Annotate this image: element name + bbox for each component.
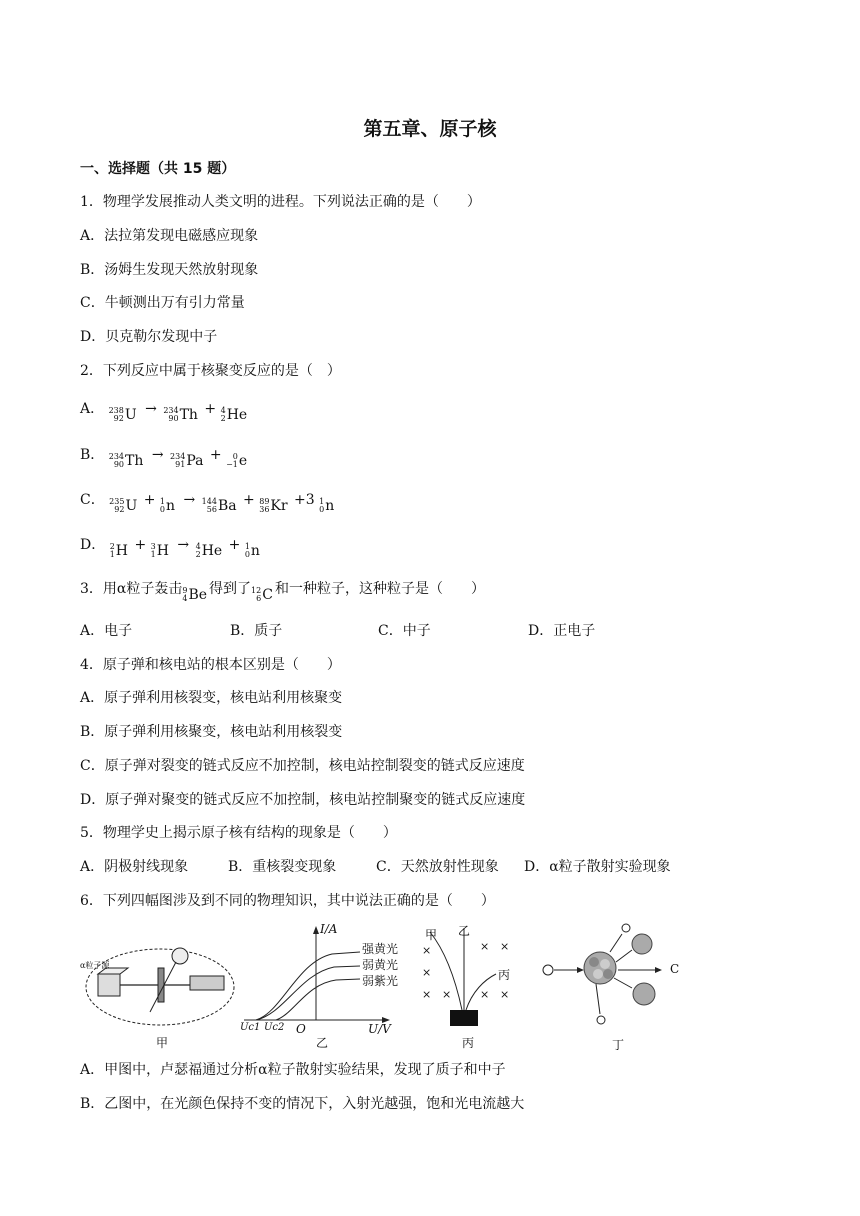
figure-ding-c-label: C xyxy=(670,962,680,976)
option-label: B． xyxy=(80,447,105,463)
nuclide: 234 91 Pa xyxy=(170,452,204,469)
question-4-option-b[interactable]: B．原子弹利用核聚变，核电站利用核裂变 xyxy=(80,724,343,740)
question-6-option-b[interactable]: B．乙图中，在光颜色保持不变的情况下，入射光越强，饱和光电流越大 xyxy=(80,1096,525,1112)
nuclide: 3 1 H xyxy=(150,542,169,559)
question-1-option-d[interactable]: D．贝克勒尔发现中子 xyxy=(80,329,218,345)
question-5-options xyxy=(80,856,780,876)
field-cross: × xyxy=(442,988,452,1001)
question-3-stem: 3．用α粒子轰击 9 4 Be 得到了 12 6 C 和一种粒子，这种粒子是（ ） xyxy=(80,581,485,603)
question-1-option-b[interactable]: B．汤姆生发现天然放射现象 xyxy=(80,262,259,278)
nuclide: 1 0 n xyxy=(244,542,260,559)
reaction-arrow: → xyxy=(177,537,190,553)
figure-yi-origin: O xyxy=(296,1022,306,1036)
figure-bing-caption: 丙 xyxy=(462,1036,475,1050)
question-1-option-a[interactable]: A．法拉第发现电磁感应现象 xyxy=(80,228,259,244)
option-label: D． xyxy=(80,537,106,553)
question-5-stem: 5．物理学史上揭示原子核有结构的现象是（ ） xyxy=(80,825,397,841)
question-6-option-a[interactable]: A．甲图中，卢瑟福通过分析α粒子散射实验结果，发现了质子和中子 xyxy=(80,1062,506,1078)
figure-yi-xlabel: U/V xyxy=(368,1022,391,1036)
nuclide: 4 2 He xyxy=(220,406,248,423)
figure-ding xyxy=(540,922,690,1042)
question-4-option-a[interactable]: A．原子弹利用核裂变，核电站利用核聚变 xyxy=(80,690,343,706)
nuclide: 9 4 Be xyxy=(182,586,208,603)
question-2-option-d[interactable]: D． 2 1 H + 3 1 H → 4 2 He + 1 0 n xyxy=(80,537,260,559)
field-cross: × xyxy=(500,988,510,1001)
nuclide: 144 56 Ba xyxy=(201,497,237,514)
question-1-stem: 1．物理学发展推动人类文明的进程。下列说法正确的是（ ） xyxy=(80,194,481,210)
figure-yi-uc2: Uc2 xyxy=(264,1022,285,1033)
question-5-option-c[interactable]: C．天然放射性现象 xyxy=(376,859,499,875)
nuclide: 0 −1 e xyxy=(226,452,248,469)
question-5-option-a[interactable]: A．阴极射线现象 xyxy=(80,859,189,875)
question-2-option-c[interactable]: C． 235 92 U + 1 0 n → 144 56 Ba + 89 36 Kr +3 1 0 n xyxy=(80,492,335,514)
question-3-option-d[interactable]: D．正电子 xyxy=(528,623,596,639)
figure-yi-ylabel: I/A xyxy=(320,922,338,936)
section-heading: 一、选择题（共 15 题） xyxy=(80,161,236,177)
coefficient: 3 xyxy=(305,492,315,508)
question-2-option-b[interactable]: B． 234 90 Th → 234 91 Pa + 0 −1 e xyxy=(80,447,248,469)
nuclide: 234 90 Th xyxy=(108,452,144,469)
question-3-options xyxy=(80,620,780,640)
field-cross: × xyxy=(480,940,490,953)
nuclide: 4 2 He xyxy=(195,542,223,559)
option-label: C． xyxy=(80,492,105,508)
figure-bing-label-yi: 乙 xyxy=(458,924,471,938)
nuclide: 2 1 H xyxy=(109,542,128,559)
figure-yi-curve-3: 弱紫光 xyxy=(362,974,399,988)
field-cross: × xyxy=(422,966,432,979)
nuclide: 1 0 n xyxy=(319,497,335,514)
nuclide: 12 6 C xyxy=(251,586,273,603)
figure-bing-label-jia: 甲 xyxy=(425,928,438,942)
field-cross: × xyxy=(422,988,432,1001)
question-3-option-c[interactable]: C．中子 xyxy=(378,623,431,639)
figure-bing-label-bing: 丙 xyxy=(498,968,511,982)
question-5-option-b[interactable]: B．重核裂变现象 xyxy=(228,859,337,875)
nuclide: 238 92 U xyxy=(108,406,137,423)
figure-jia xyxy=(80,932,240,1042)
figure-yi-curve-2: 弱黄光 xyxy=(362,958,399,972)
question-4-stem: 4．原子弹和核电站的根本区别是（ ） xyxy=(80,657,341,673)
reaction-arrow: → xyxy=(183,492,196,508)
reaction-arrow: → xyxy=(151,447,164,463)
question-2-stem: 2．下列反应中属于核聚变反应的是（ ） xyxy=(80,363,341,379)
nuclide: 234 90 Th xyxy=(163,406,198,423)
field-cross: × xyxy=(500,940,510,953)
nuclide: 1 0 n xyxy=(159,497,176,514)
question-1-option-c[interactable]: C．牛顿测出万有引力常量 xyxy=(80,295,245,311)
question-6-figures xyxy=(80,922,780,1052)
nuclide: 89 36 Kr xyxy=(259,497,288,514)
question-3-option-a[interactable]: A．电子 xyxy=(80,623,133,639)
question-2-option-a[interactable]: A． 238 92 U → 234 90 Th + 4 2 He xyxy=(80,401,248,423)
reaction-arrow: → xyxy=(145,401,157,417)
page-title: 第五章、原子核 xyxy=(363,118,497,140)
question-4-option-d[interactable]: D．原子弹对聚变的链式反应不加控制，核电站控制聚变的链式反应速度 xyxy=(80,792,526,808)
question-6-stem: 6．下列四幅图涉及到不同的物理知识，其中说法正确的是（ ） xyxy=(80,893,495,909)
option-label: A． xyxy=(80,401,105,417)
question-5-option-d[interactable]: D．α粒子散射实验现象 xyxy=(524,859,671,875)
field-cross: × xyxy=(422,944,432,957)
field-cross: × xyxy=(480,988,490,1001)
figure-yi-curve-1: 强黄光 xyxy=(362,942,399,956)
question-3-option-b[interactable]: B．质子 xyxy=(230,623,283,639)
figure-yi-uc1: Uc1 xyxy=(240,1022,261,1033)
figure-yi-caption: 乙 xyxy=(316,1036,329,1050)
question-4-option-c[interactable]: C．原子弹对裂变的链式反应不加控制，核电站控制裂变的链式反应速度 xyxy=(80,758,525,774)
figure-jia-caption: 甲 xyxy=(156,1036,169,1050)
figure-jia-source-label: α粒子源 xyxy=(80,961,110,970)
nuclide: 235 92 U xyxy=(109,497,138,514)
figure-ding-caption: 丁 xyxy=(612,1038,625,1052)
